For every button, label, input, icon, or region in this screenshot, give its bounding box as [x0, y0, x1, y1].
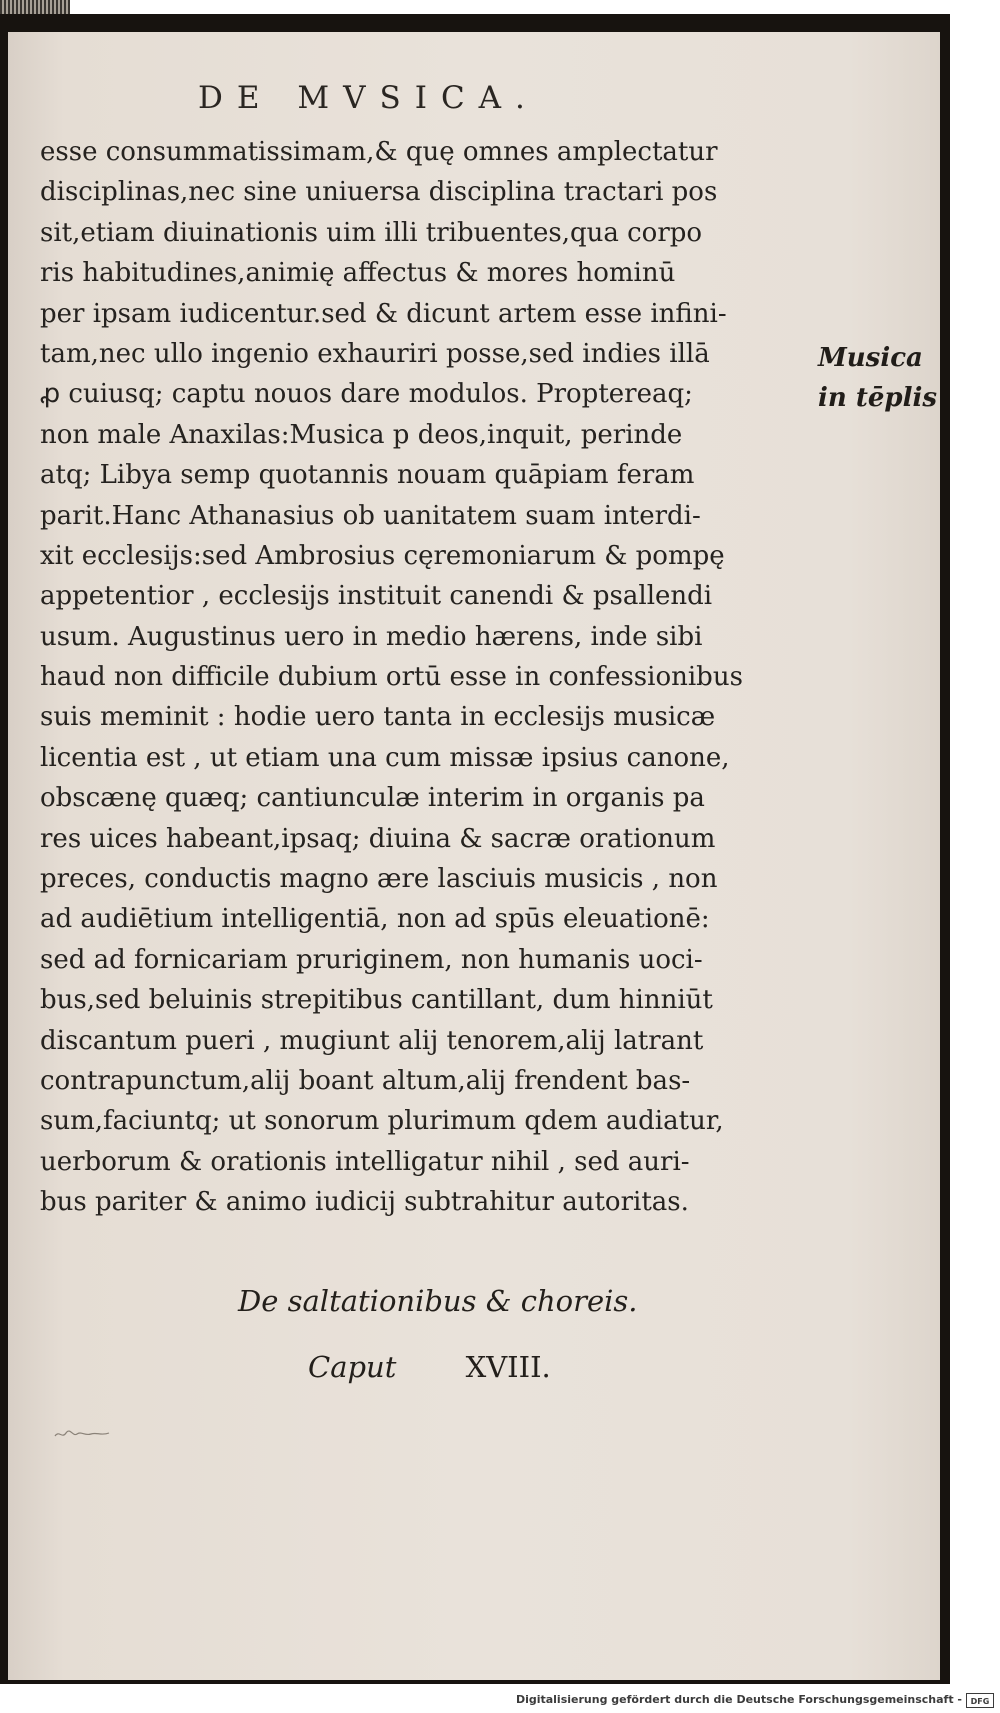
text-line: preces, conductis magno ære lasciuis musicis , non: [40, 864, 718, 895]
digitization-credit: Digitalisierung gefördert durch die Deutsche Forschungsgemeinschaft -: [515, 1693, 962, 1706]
marginal-note-line: Musica: [818, 343, 923, 373]
book-scan: [0, 14, 950, 1684]
section-title: De saltationibus & choreis.: [238, 1284, 638, 1318]
text-line: contrapunctum,alij boant altum,alij frendent bas-: [40, 1065, 691, 1096]
text-line: usum. Augustinus uero in medio hærens, inde sibi: [40, 621, 703, 652]
handwritten-mark: [53, 1427, 113, 1441]
text-line: suis meminit : hodie uero tanta in ecclesijs musicæ: [40, 702, 716, 733]
text-line: res uices habeant,ipsaq; diuina & sacræ orationum: [40, 823, 716, 854]
text-line: obscænę quæq; cantiunculæ interim in organis pa: [40, 783, 705, 814]
text-line: licentia est , ut etiam una cum missæ ipsius canone,: [40, 742, 730, 773]
text-line: uerborum & orationis intelligatur nihil , sed auri-: [40, 1146, 690, 1177]
dfg-logo: DFG: [966, 1693, 994, 1708]
chapter-heading: [308, 1350, 551, 1384]
text-line: discantum pueri , mugiunt alij tenorem,alij latrant: [40, 1025, 704, 1056]
text-line: appetentior , ecclesijs instituit canendi & psallendi: [40, 581, 713, 612]
text-line: sed ad fornicariam pruriginem, non humanis uoci-: [40, 944, 703, 975]
text-line: sum,faciuntq; ut sonorum plurimum qdem audiatur,: [40, 1106, 724, 1137]
text-line: sit,etiam diuinationis uim illi tribuentes,qua corpo: [40, 217, 703, 248]
marginal-note: [818, 338, 937, 418]
footer-bar: [0, 1690, 1000, 1713]
text-line: ꝓ cuiusq; captu nouos dare modulos. Proptereaq;: [40, 379, 693, 410]
marginal-note-line: in tēplis: [818, 383, 937, 413]
text-line: xit ecclesijs:sed Ambrosius cęremoniarum & pompę: [40, 540, 725, 571]
text-line: bus pariter & animo iudicij subtrahitur autoritas.: [40, 1187, 689, 1218]
text-line: ad audiētium intelligentiā, non ad spūs eleuationē:: [40, 904, 710, 935]
text-line: disciplinas,nec sine uniuersa disciplina tractari pos: [40, 177, 718, 208]
running-head: DE MVSICA.: [198, 80, 539, 116]
text-line: haud non difficile dubium ortū esse in confessionibus: [40, 662, 743, 693]
text-line: bus,sed beluinis strepitibus cantillant, dum hinniūt: [40, 985, 713, 1016]
text-line: tam,nec ullo ingenio exhauriri posse,sed indies illā: [40, 338, 710, 369]
text-line: ris habitudines,animię affectus & mores hominū: [40, 258, 676, 289]
text-line: non male Anaxilas:Musica p deos,inquit, perinde: [40, 419, 683, 450]
text-line: atq; Libya semp quotannis nouam quāpiam feram: [40, 460, 695, 491]
chapter-label: Caput: [308, 1350, 397, 1384]
scan-edge-top: [0, 0, 70, 14]
text-line: esse consummatissimam,& quę omnes amplectatur: [40, 137, 718, 167]
text-line: parit.Hanc Athanasius ob uanitatem suam interdi-: [40, 500, 701, 531]
book-page: [8, 32, 940, 1680]
text-line: per ipsam iudicentur.sed & dicunt artem esse infini-: [40, 298, 727, 329]
chapter-number: XVIII.: [465, 1350, 551, 1384]
body-text: [40, 132, 795, 1223]
